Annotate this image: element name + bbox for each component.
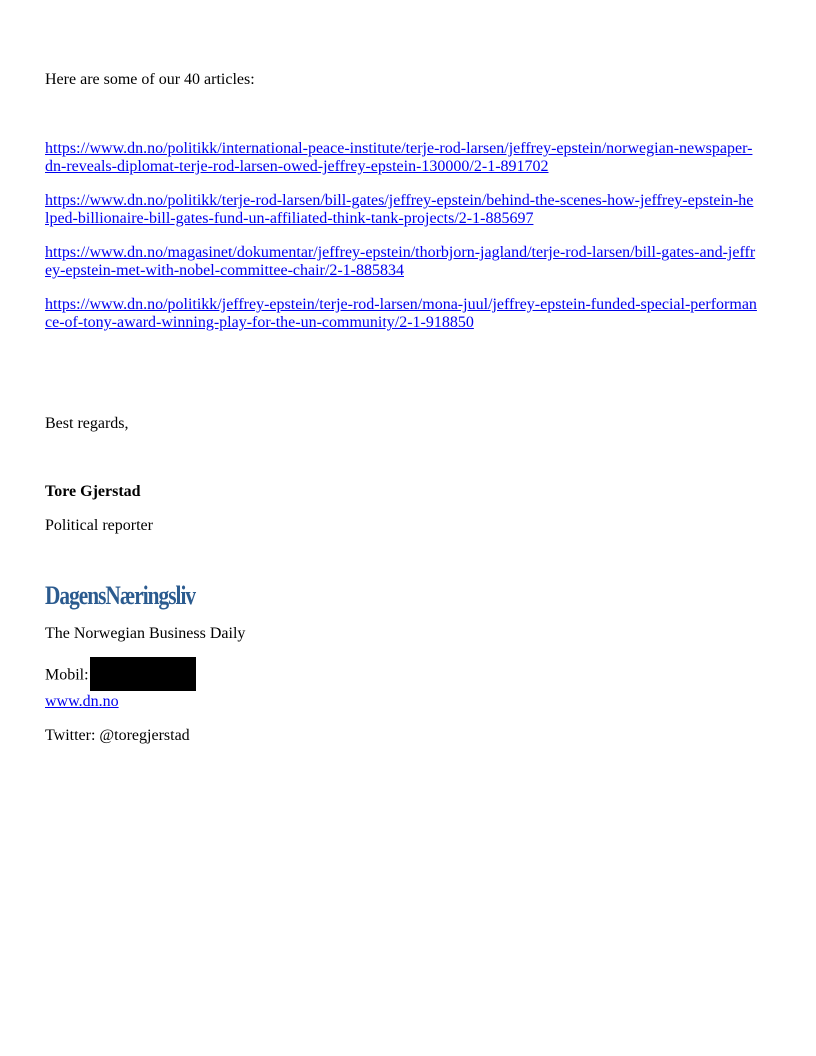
company-tagline: The Norwegian Business Daily bbox=[45, 625, 246, 642]
dn-logo: DagensNæringsliv bbox=[45, 581, 196, 610]
twitter-handle: Twitter: @toregjerstad bbox=[45, 727, 190, 744]
article-links bbox=[45, 140, 765, 348]
mobile-line bbox=[45, 659, 196, 693]
article-link-3[interactable]: https://www.dn.no/magasinet/dokumentar/jeffrey-epstein/thorbjorn-jagland/terje-rod-larsen/bill-gates-and-jeffrey-epstein-met-with-nobel-committee-chair/2-1-885834 bbox=[45, 244, 756, 279]
article-link-4[interactable]: https://www.dn.no/politikk/jeffrey-epstein/terje-rod-larsen/mona-juul/jeffrey-epstein-funded-special-performance-of-tony-award-winning-play-for-the-un-community/2-1-918850 bbox=[45, 296, 757, 331]
sender-name: Tore Gjerstad bbox=[45, 483, 141, 500]
intro-text: Here are some of our 40 articles: bbox=[45, 71, 255, 88]
closing-text: Best regards, bbox=[45, 415, 129, 432]
mobile-label: Mobil: bbox=[45, 666, 89, 684]
article-link-1[interactable]: https://www.dn.no/politikk/international-peace-institute/terje-rod-larsen/jeffrey-epstein/norwegian-newspaper-dn-reveals-diplomat-terje-rod-larsen-owed-jeffrey-epstein-130000/2-1-891702 bbox=[45, 140, 753, 175]
sender-title: Political reporter bbox=[45, 517, 153, 534]
website-link[interactable]: www.dn.no bbox=[45, 693, 119, 710]
redaction-box bbox=[90, 657, 196, 691]
article-link-2[interactable]: https://www.dn.no/politikk/terje-rod-larsen/bill-gates/jeffrey-epstein/behind-the-scenes-how-jeffrey-epstein-helped-billionaire-bill-gates-fund-un-affiliated-think-tank-projects/2-1-885697 bbox=[45, 192, 754, 227]
